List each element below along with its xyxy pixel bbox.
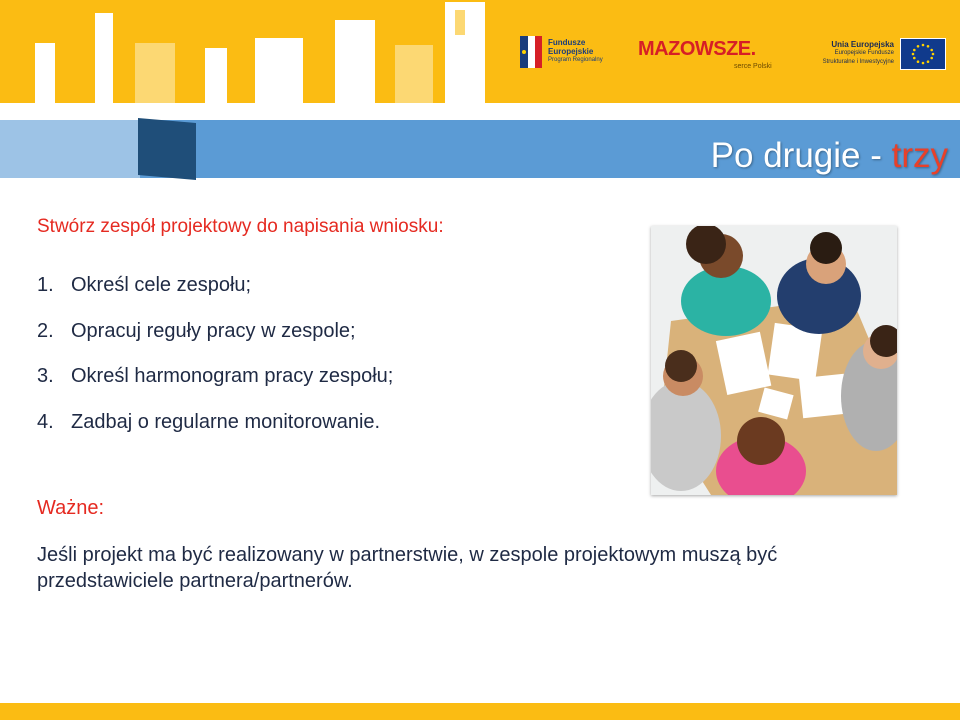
slide-title-accent: trzy (891, 136, 948, 175)
footer-band (0, 703, 960, 720)
header-band (0, 0, 960, 103)
list-item (37, 274, 393, 320)
fe-logo-line1: Fundusze (548, 38, 586, 47)
list-item-text: Zadbaj o regularne monitorowanie. (71, 410, 381, 433)
list-item-number: 2. (37, 319, 54, 342)
title-tab-decoration (138, 118, 196, 180)
logo-strip (520, 30, 945, 80)
list-item-number: 1. (37, 274, 54, 296)
decor-block (135, 43, 175, 103)
fe-logo-line2: Europejskie (548, 47, 594, 56)
decor-block (455, 10, 465, 35)
fe-logo-line3: Program Regionalny (548, 57, 603, 63)
list-item (37, 365, 393, 411)
list-item-number: 4. (37, 410, 54, 433)
mazowsze-tagline: serce Polski (734, 63, 772, 70)
list-item (37, 411, 393, 457)
list-item (37, 320, 393, 366)
decor-block (35, 43, 55, 103)
eu-flag-icon (900, 38, 946, 70)
list-item-text: Opracuj reguły pracy w zespole; (71, 319, 356, 342)
team-photo-image (651, 226, 897, 495)
fe-flag-icon (520, 36, 542, 68)
list-item-text: Określ cele zespołu; (71, 274, 252, 296)
list-item-number: 3. (37, 365, 54, 387)
task-list (37, 274, 393, 456)
title-bar-light-segment (0, 120, 140, 178)
important-text: Jeśli projekt ma być realizowany w partnerstwie, w zespole projektowym muszą być przedstawiciele partnera/partnerów. (37, 544, 778, 592)
slide-title-main: Po drugie - (710, 136, 892, 175)
decor-block (445, 2, 485, 103)
ue-logo-line2: Europejskie Fundusze (834, 50, 894, 56)
mazowsze-logo: MAZOWSZE. (638, 38, 756, 60)
decor-block (395, 45, 433, 103)
team-photo (651, 226, 897, 495)
important-label: Ważne: (37, 497, 105, 519)
decor-block (255, 38, 303, 103)
ue-logo-line1: Unia Europejska (831, 40, 894, 49)
slide-title (711, 136, 948, 176)
decor-block (95, 13, 113, 103)
decor-block (205, 48, 227, 103)
fe-logo-text (548, 38, 603, 65)
decor-block (335, 20, 375, 103)
ue-logo-line3: Strukturalne i Inwestycyjne (822, 59, 894, 65)
section-subtitle: Stwórz zespół projektowy do napisania wniosku: (37, 216, 444, 237)
ue-logo-text (816, 40, 894, 67)
list-item-text: Określ harmonogram pracy zespołu; (71, 365, 394, 387)
